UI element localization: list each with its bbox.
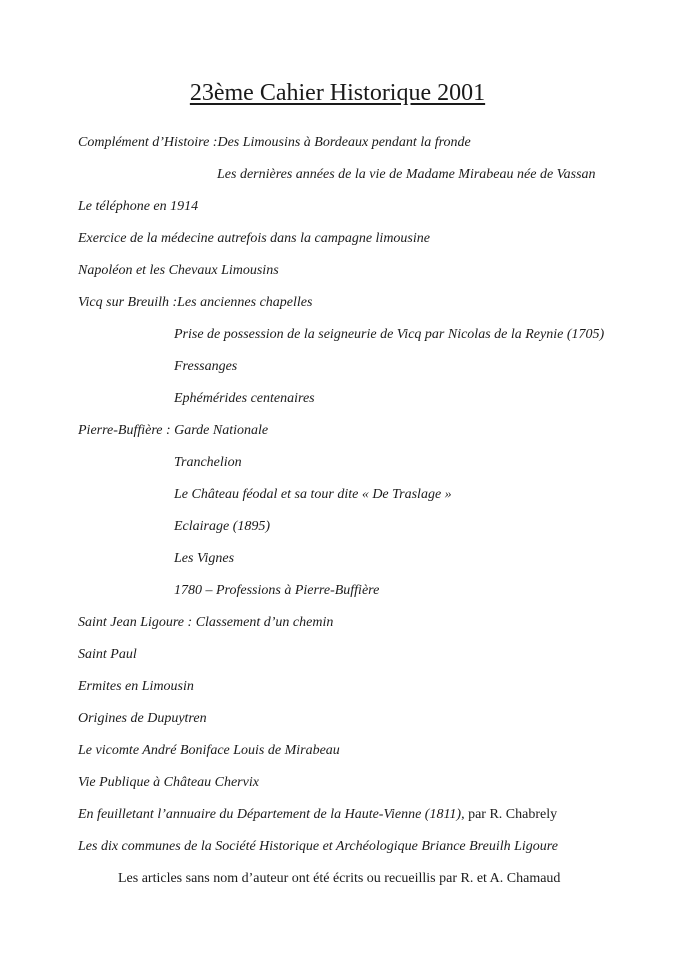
entry-line: Les dix communes de la Société Historique et Archéologique Briance Breuilh Ligoure [78, 839, 558, 854]
entry-line: Pierre-Buffière : Garde Nationale [78, 423, 269, 438]
author-credit: , par R. Chabrely [461, 807, 558, 822]
entry-line: Tranchelion [174, 455, 242, 470]
entry-line: Exercice de la médecine autrefois dans la campagne limousine [78, 231, 430, 246]
entry-line: Les Vignes [174, 551, 235, 566]
entry-line: Eclairage (1895) [174, 519, 271, 534]
entry-line-with-author [78, 806, 557, 824]
entry-line: Saint Jean Ligoure : Classement d’un chemin [78, 615, 334, 630]
entry-line: Vicq sur Breuilh :Les anciennes chapelles [78, 295, 313, 310]
footer-note: Les articles sans nom d’auteur ont été écrits ou recueillis par R. et A. Chamaud [118, 871, 561, 886]
entry-line: 1780 – Professions à Pierre-Buffière [174, 583, 380, 598]
entry-line: Saint Paul [78, 647, 137, 662]
entry-line: Napoléon et les Chevaux Limousins [78, 263, 279, 278]
entry-line: Ephémérides centenaires [174, 391, 315, 406]
entry-text: En feuilletant l’annuaire du Département de la Haute-Vienne (1811) [78, 807, 462, 822]
entry-line: Prise de possession de la seigneurie de Vicq par Nicolas de la Reynie (1705) [174, 327, 605, 342]
page-title: 23ème Cahier Historique 2001 [189, 80, 486, 106]
entry-line: Vie Publique à Château Chervix [78, 775, 259, 790]
entry-line: Le vicomte André Boniface Louis de Mirabeau [78, 743, 340, 758]
entry-line: Complément d’Histoire :Des Limousins à Bordeaux pendant la fronde [78, 135, 471, 150]
entry-line: Les dernières années de la vie de Madame Mirabeau née de Vassan [217, 167, 596, 182]
entry-line: Le téléphone en 1914 [78, 199, 199, 214]
entry-line: Ermites en Limousin [78, 679, 194, 694]
entry-line: Fressanges [174, 359, 238, 374]
entry-line: Le Château féodal et sa tour dite « De Traslage » [174, 487, 452, 502]
entry-line: Origines de Dupuytren [78, 711, 207, 726]
